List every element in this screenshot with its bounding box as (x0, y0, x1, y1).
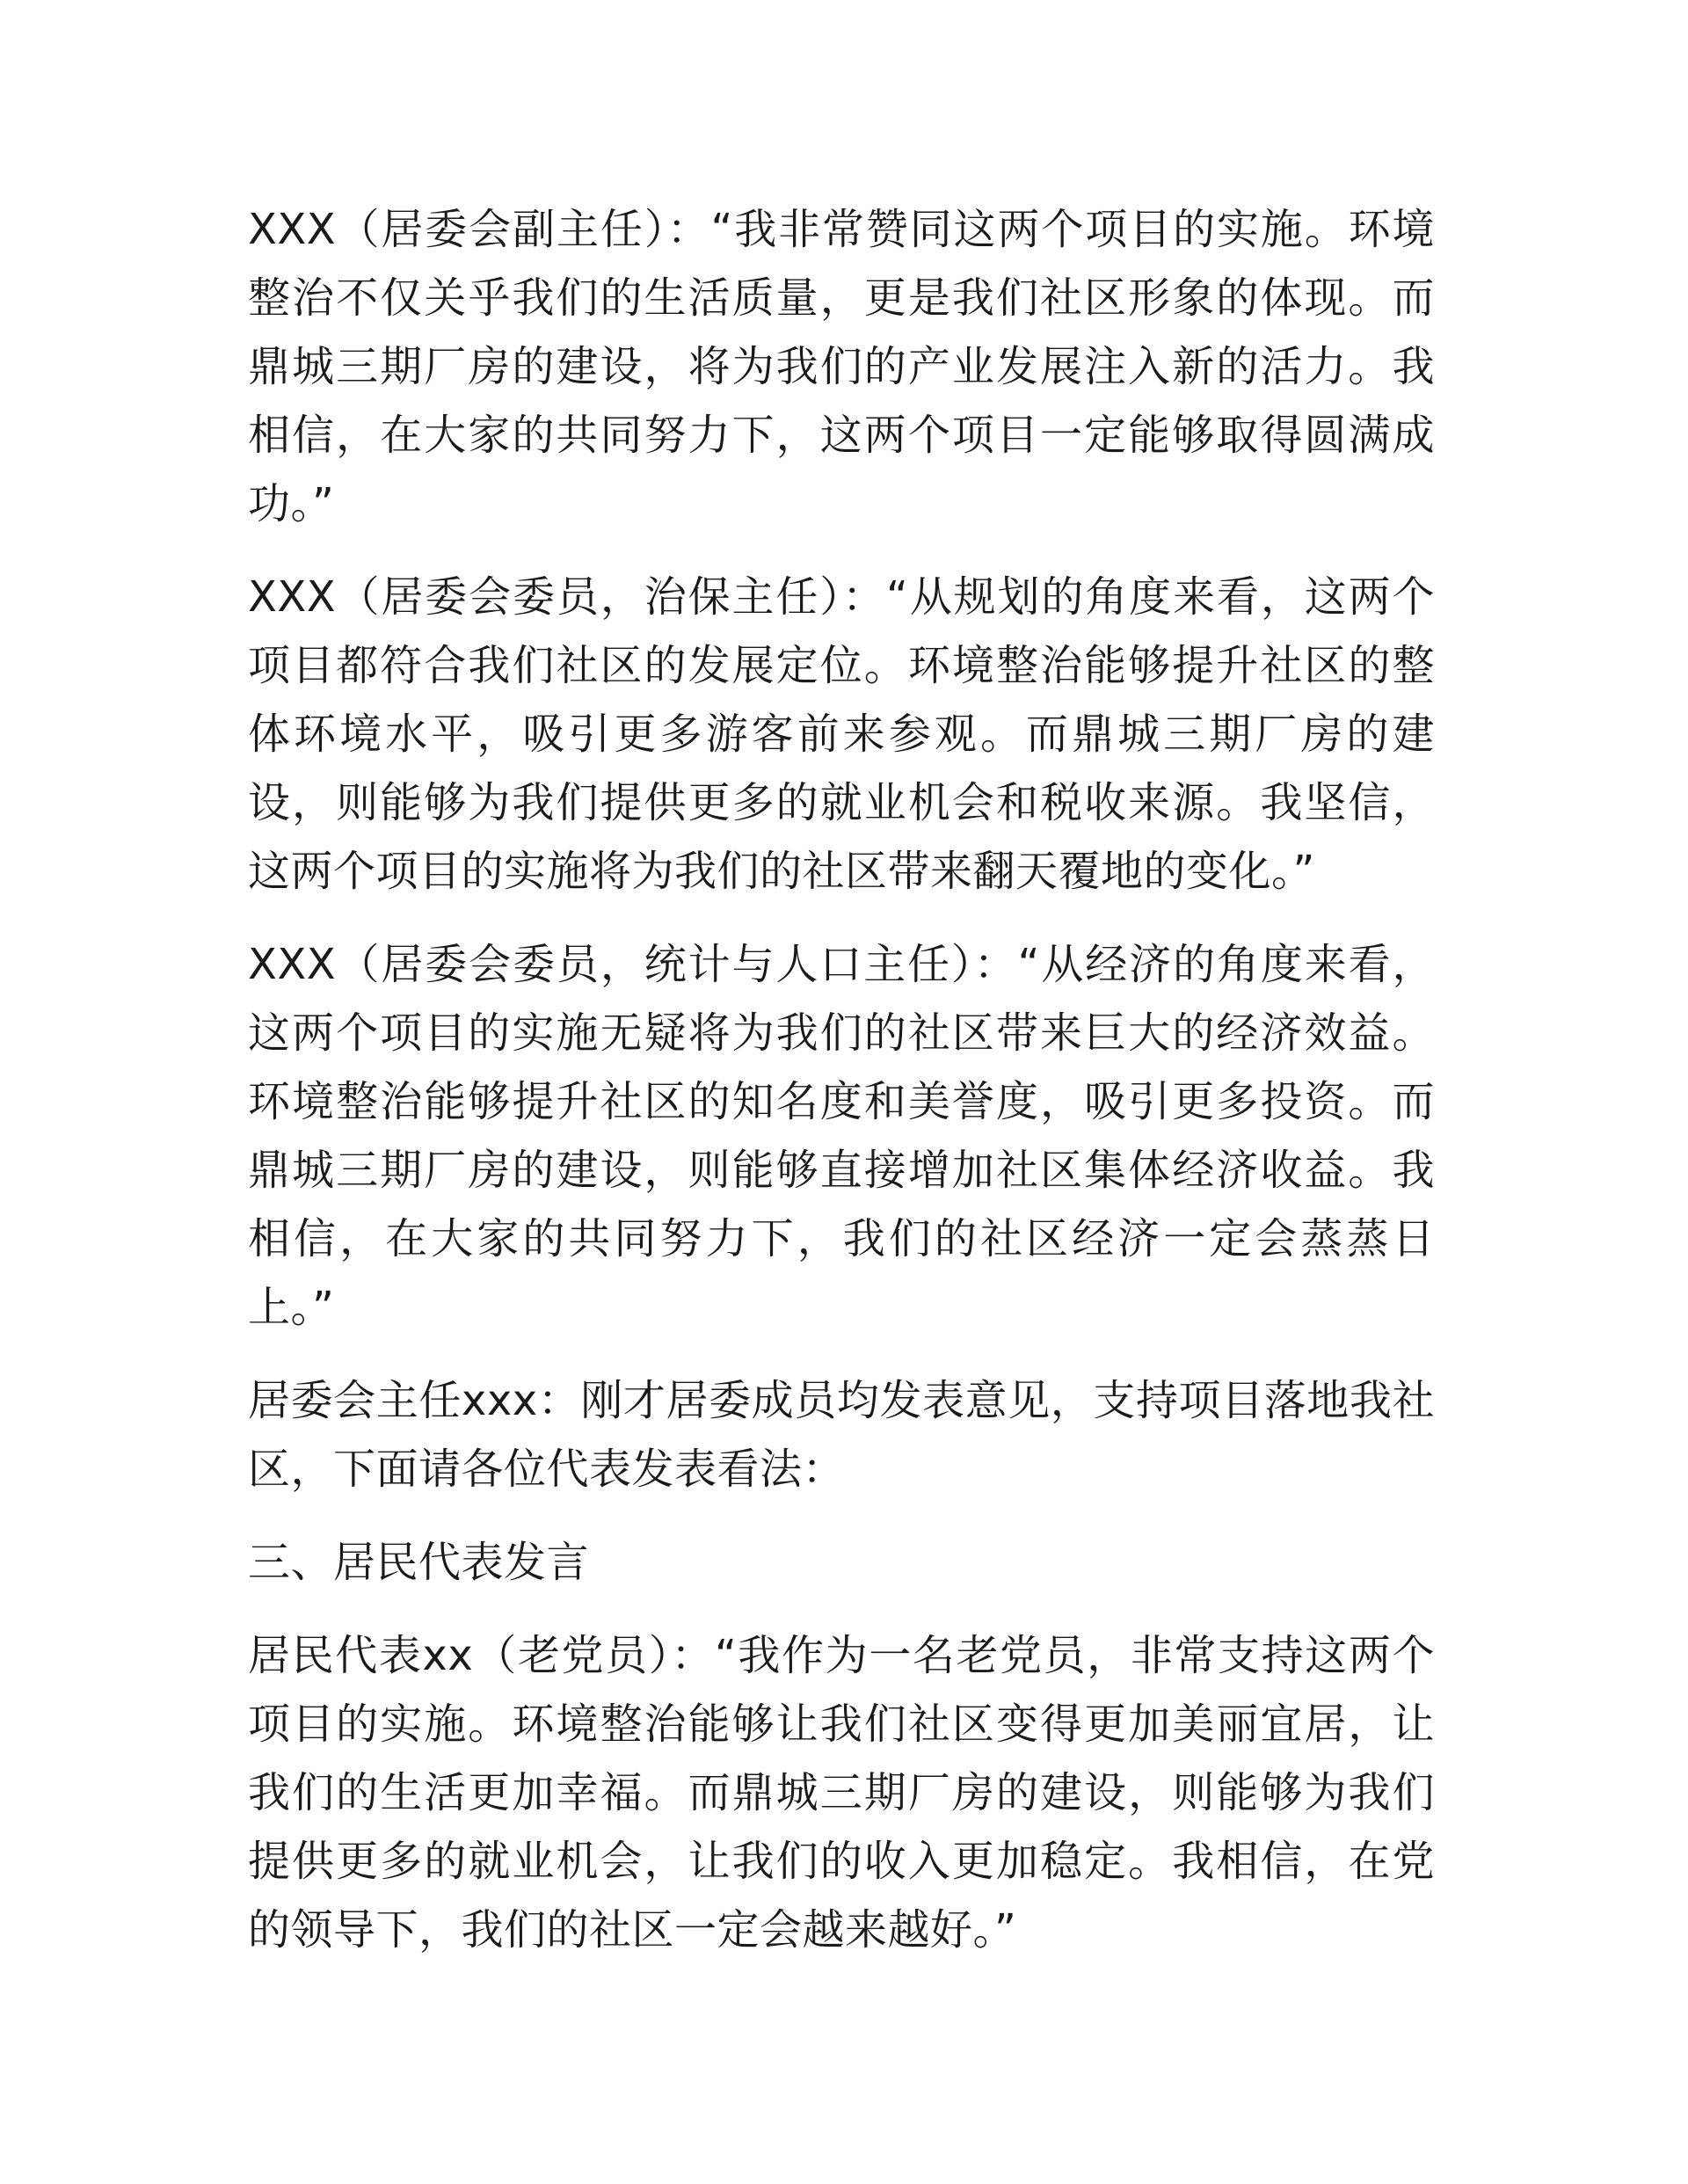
paragraph-security-director-speech: XXX（居委会委员，治保主任）：“从规划的角度来看，这两个项目都符合我们社区的发展定位。环境整治能够提升社区的整体环境水平，吸引更多游客前来参观。而鼎城三期厂房的建设，则能够为我们提供更多的就业机会和税收来源。我坚信，这两个项目的实施将为我们的社区带来翻天覆地的变化。” (248, 572, 1435, 896)
section-heading-resident-speeches: 三、居民代表发言 (248, 1538, 590, 1587)
document-body (248, 195, 1435, 1989)
paragraph-resident-representative-speech: 居民代表xx（老党员）：“我作为一名老党员，非常支持这两个项目的实施。环境整治能够让我们社区变得更加美丽宜居，让我们的生活更加幸福。而鼎城三期厂房的建设，则能够为我们提供更多的就业机会，让我们的收入更加稳定。我相信，在党的领导下，我们的社区一定会越来越好。” (248, 1631, 1435, 1955)
paragraph-director-transition: 居委会主任xxx：刚才居委成员均发表意见，支持项目落地我社区，下面请各位代表发表看法： (248, 1376, 1435, 1494)
paragraph-statistics-director-speech: XXX（居委会委员，统计与人口主任）：“从经济的角度来看，这两个项目的实施无疑将为我们的社区带来巨大的经济效益。环境整治能够提升社区的知名度和美誉度，吸引更多投资。而鼎城三期厂房的建设，则能够直接增加社区集体经济收益。我相信，在大家的共同努力下，我们的社区经济一定会蒸蒸日上。” (248, 940, 1435, 1332)
paragraph-vice-director-speech: XXX（居委会副主任）：“我非常赞同这两个项目的实施。环境整治不仅关乎我们的生活质量，更是我们社区形象的体现。而鼎城三期厂房的建设，将为我们的产业发展注入新的活力。我相信，在大家的共同努力下，这两个项目一定能够取得圆满成功。” (248, 205, 1435, 528)
